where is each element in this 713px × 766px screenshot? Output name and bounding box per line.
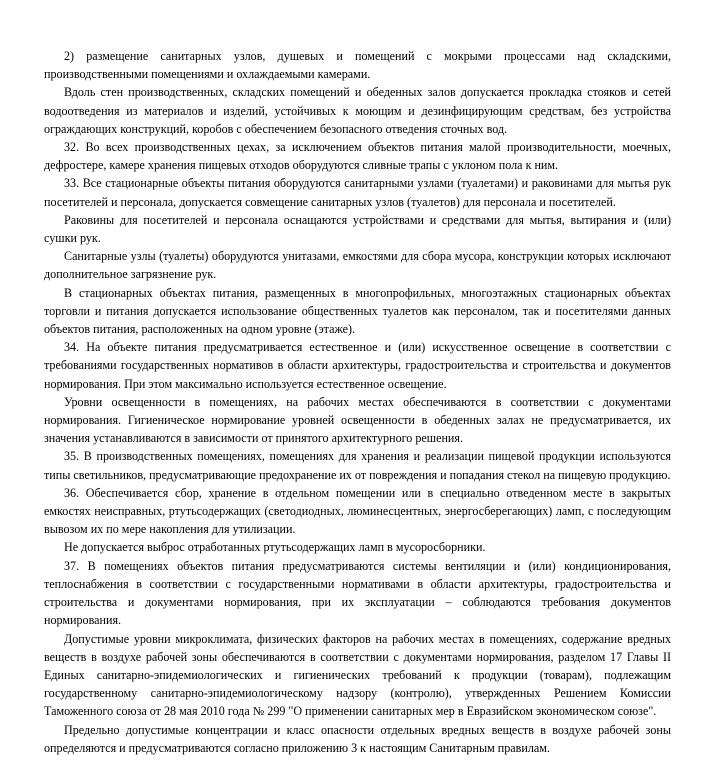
paragraph-37-ventilation: 37. В помещениях объектов питания предусматриваются системы вентиляции и (или) кондиционирования, теплоснабжения в соответствии с государственными нормативами в области архитектуры, градостроительства и строительства и документами нормирования, при их эксплуатации – соблюдаются требования документов нормирования. [44,558,671,628]
paragraph-item-2-placement: 2) размещение санитарных узлов, душевых и помещений с мокрыми процессами над складскими, производственными помещениями и охлаждаемыми камерами. [44,49,671,82]
paragraph-35-luminaires: 35. В производственных помещениях, помещениях для хранения и реализации пищевой продукции используются типы светильников, предусматривающие предохранение их от повреждения и попадания стекол на пищевую продукцию. [44,449,671,482]
document-page [44,47,671,757]
paragraph-risers-along-walls: Вдоль стен производственных, складских помещений и обеденных залов допускается прокладка стояков и сетей водоотведения из материалов и изделий, устойчивых к моющим и дезинфицирующим средствам, без устройства ограждающих конструкций, коробов с обеспечением безопасного отведения сточных вод. [44,85,671,136]
paragraph-34-lighting: 34. На объекте питания предусматривается естественное и (или) искусственное освещение в соответствии с требованиями государственных нормативов в области архитектуры, градостроительства и строительства и документов нормирования. При этом максимально используется естественное освещение. [44,340,671,391]
paragraph-public-toilets: В стационарных объектах питания, размещенных в многопрофильных, многоэтажных стационарных объектах торговли и питания допускается использование общественных туалетов как персоналом, так и посетителями данных объектов питания, расположенных на одном уровне (этаже). [44,285,671,337]
paragraph-36-lamp-collection: 36. Обеспечивается сбор, хранение в отдельном помещении или в специально отведенном месте в закрытых емкостях неисправных, ртутьсодержащих (светодиодных, люминесцентных, энергосберегающих) ламп, с последующим вывозом их по мере накопления для утилизации. [44,485,671,537]
paragraph-33-sanitary-units: 33. Все стационарные объекты питания оборудуются санитарными узлами (туалетами) и раковинами для мытья рук посетителей и персонала, допускается совмещение санитарных узлов (туалетов) для персонала и посетителей. [44,176,671,209]
paragraph-washbasins: Раковины для посетителей и персонала оснащаются устройствами и средствами для мытья, вытирания и (или) сушки рук. [44,212,671,246]
paragraph-max-concentrations: Предельно допустимые концентрации и класс опасности отдельных вредных веществ в воздухе рабочей зоны определяются и предусматриваются согласно приложению 3 к настоящим Санитарным правилам. [44,722,671,755]
paragraph-toilets-equipment: Санитарные узлы (туалеты) оборудуются унитазами, емкостями для сбора мусора, конструкции которых исключают дополнительное загрязнение рук. [44,249,671,282]
paragraph-lamp-disposal-ban: Не допускается выброс отработанных ртутьсодержащих ламп в мусоросборники. [64,540,486,555]
paragraph-32-floor-drains: 32. Во всех производственных цехах, за исключением объектов питания малой производительности, моечных, дефростере, камере хранения пищевых отходов оборудуются сливные трапы с уклоном пола к ним. [44,140,671,173]
paragraph-illumination-levels: Уровни освещенности в помещениях, на рабочих местах обеспечиваются в соответствии с документами нормирования. Гигиеническое нормирование уровней освещенности в обеденных залах не предусматривается, их значения устанавливаются в зависимости от принятого архитектурного решения. [44,394,671,446]
paragraph-microclimate: Допустимые уровни микроклимата, физических факторов на рабочих местах в помещениях, содержание вредных веществ в воздухе рабочей зоны обеспечиваются в соответствии с документами нормирования, разделом 17 Главы II Единых санитарно-эпидемиологических и гигиенических требований к продукции (товарам), подлежащим государственному санитарно-эпидемиологическому надзору (контролю), утвержденных Решением Комиссии Таможенного союза от 28 мая 2010 года № 299 "О применении санитарных мер в Евразийском экономическом союзе". [44,631,671,719]
